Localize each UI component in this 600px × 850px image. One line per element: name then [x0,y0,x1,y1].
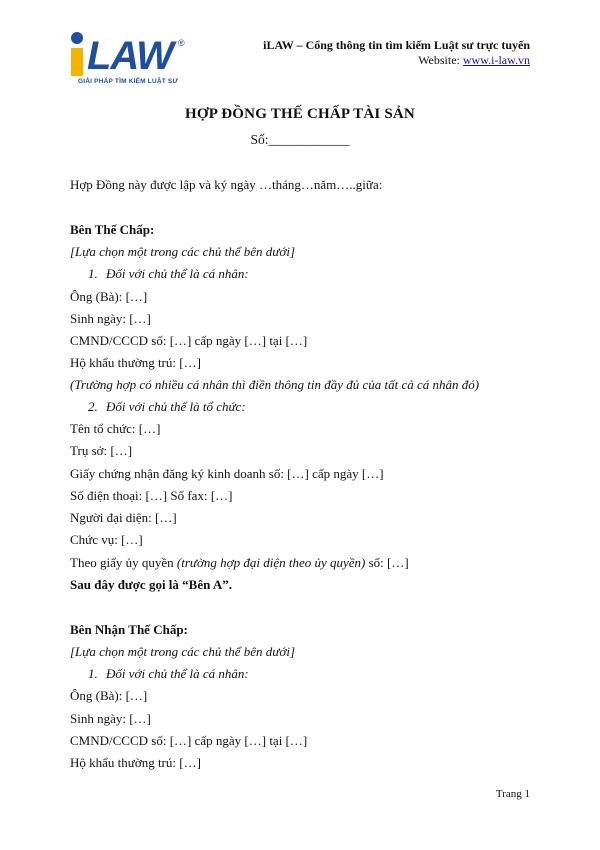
document-title: HỢP ĐỒNG THẾ CHẤP TÀI SẢN [185,106,415,122]
list-label: Đối với chủ thể là tổ chức: [106,399,246,414]
party-a-referred-as: Sau đây được gọi là “Bên A”. [70,577,233,592]
party-a-office: Trụ sở: […] [70,443,133,458]
page-header [263,38,530,68]
logo-registered-mark: ® [178,38,185,48]
party-a-residence: Hộ khẩu thường trú: […] [70,355,201,370]
logo-i-stem [71,48,83,76]
website-link[interactable]: www.i-law.vn [462,53,530,67]
list-number: 1. [88,266,98,281]
party-a-representative: Người đại diện: […] [70,510,177,525]
logo-i-dot [71,32,83,44]
list-label: Đối với chủ thể là cá nhân: [106,666,249,681]
party-b-individual-label [88,666,249,682]
list-number: 1. [88,666,98,681]
party-b-heading: Bên Nhận Thế Chấp: [70,622,188,637]
party-a-org-label [88,399,246,415]
ilaw-logo [70,30,190,90]
logo-wordmark [70,30,173,76]
party-a-choose-note: [Lựa chọn một trong các chủ thể bên dưới] [70,244,295,259]
party-a-position: Chức vụ: […] [70,532,143,547]
party-b-residence: Hộ khẩu thường trú: […] [70,755,201,770]
header-title: iLAW – Cổng thông tin tìm kiếm Luật sư trực tuyến [263,38,530,52]
party-a-birth: Sinh ngày: […] [70,311,151,326]
page-number: Trang 1 [495,788,530,800]
party-a-name: Ông (Bà): […] [70,289,148,304]
party-a-heading: Bên Thế Chấp: [70,222,155,237]
authorization-note: (trường hợp đại diện theo ủy quyền) [176,555,366,570]
party-a-org-name: Tên tổ chức: […] [70,421,161,436]
party-b-id: CMND/CCCD số: […] cấp ngày […] tại […] [70,733,308,748]
intro-line: Hợp Đồng này được lập và ký ngày …tháng…năm…..giữa: [70,177,383,192]
party-a-phone: Số điện thoại: […] Số fax: […] [70,488,233,503]
document-number: Số:____________ [250,132,350,147]
party-b-name: Ông (Bà): […] [70,688,148,703]
logo-i-mark [70,30,84,76]
list-number: 2. [88,399,98,414]
party-a-license: Giấy chứng nhận đăng ký kinh doanh số: […] cấp ngày […] [70,466,384,481]
party-a-id: CMND/CCCD số: […] cấp ngày […] tại […] [70,333,308,348]
party-a-individual-label [88,266,249,282]
header-website [263,53,530,68]
authorization-suffix: số: […] [365,555,409,570]
party-a-authorization [70,555,409,571]
website-label: Website: [418,53,463,67]
party-b-choose-note: [Lựa chọn một trong các chủ thể bên dưới] [70,644,295,659]
list-label: Đối với chủ thể là cá nhân: [106,266,249,281]
logo-tagline: GIẢI PHÁP TÌM KIẾM LUẬT SƯ [78,78,179,85]
logo-law-text: LAW [87,34,173,78]
party-a-multi-note: (Trường hợp có nhiều cá nhân thì điền thông tin đầy đủ của tất cả cá nhân đó) [70,377,480,392]
party-b-birth: Sinh ngày: […] [70,711,151,726]
authorization-prefix: Theo giấy ủy quyền [70,555,177,570]
